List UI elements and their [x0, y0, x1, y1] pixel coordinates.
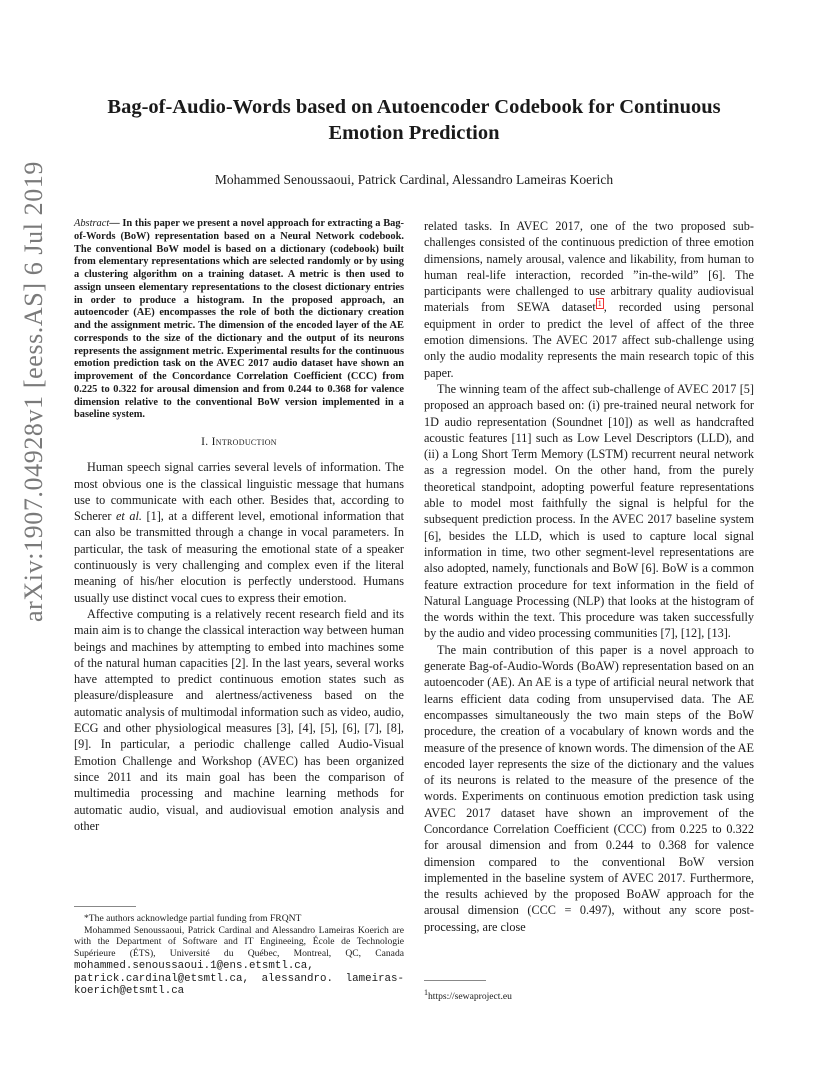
page-title	[60, 94, 768, 146]
funding-footnote: *The authors acknowledge partial funding from FRQNT	[84, 913, 302, 924]
section-number: I.	[201, 436, 209, 448]
affiliation-footnote	[74, 925, 404, 998]
intro-paragraph-1	[74, 459, 404, 606]
intro-paragraph-1-text-a: Human speech signal carries several levels of information. The most obvious one is the classical linguistic message that humans use to communicate with each other. Besides that, according to Scherer	[74, 460, 404, 524]
right-column	[424, 218, 754, 935]
footnote-rule	[74, 906, 136, 907]
author-emails: mohammed.senoussaoui.1@ens.etsmtl.ca, patrick.cardinal@etsmtl.ca, alessandro. lameiras-koerich@etsmtl.ca	[74, 959, 404, 998]
footnote-1-url[interactable]: https://sewaproject.eu	[428, 991, 512, 1003]
right-footnote-rule	[424, 980, 486, 981]
abstract-body: In this paper we present a novel approach for extracting a Bag-of-Words (BoW) representation based on a Neural Network codebook. The conventional BoW model is based on a dictionary (codebook) built from elementary representations which are selected randomly or by using a clustering algorithm on a training dataset. A metric is then used to assign unseen elementary representations to the closest dictionary entries in order to produce a histogram. In the proposed approach, an autoencoder (AE) encompasses the role of both the dictionary creation and the assignment metric. The dimension of the encoded layer of the AE corresponds to the size of the dictionary and the output of its neurons represents the assignment metric. Experimental results for the continuous emotion prediction task on the AVEC 2017 audio dataset have shown an improvement of the Concordance Correlation Coefficient (CCC) from 0.225 to 0.322 for arousal dimension and from 0.244 to 0.368 for valence dimension relative to the conventional BoW version implemented in a baseline system.	[74, 218, 404, 421]
right-paragraph-3: The main contribution of this paper is a novel approach to generate Bag-of-Audio-Words (BoAW) representation based on an autoencoder (AE). An AE is a type of artificial neural network that learns efficient data coding from unsupervised data. The AE encompasses simultaneously the two main steps of the BoW procedure, the creation of a vocabulary of known words and the measure of the presence of known words. The dimension of the AE encoded layer represents the size of the dictionary and the values of its neurons is related to the measure of the presence of the words. Experiments on continuous emotion prediction task using AVEC 2017 dataset have shown an improvement of the Concordance Correlation Coefficient (CCC) from 0.225 to 0.322 for arousal dimension and from 0.244 to 0.368 for valence dimension compared to the conventional BoW version implemented in the baseline system of AVEC 2017. Furthermore, the results achieved by the proposed BoAW approach for the arousal dimension (CCC = 0.497), without any score post-processing, are close	[424, 642, 754, 934]
abstract	[74, 218, 404, 422]
left-column	[74, 218, 404, 834]
abstract-dash: —	[109, 218, 120, 229]
abstract-label: Abstract	[74, 218, 110, 229]
footnote-block	[74, 906, 404, 998]
section-title: Introduction	[211, 436, 277, 448]
right-footnote	[424, 980, 754, 1003]
section-heading-introduction	[74, 434, 404, 450]
arxiv-identifier-stamp: arXiv:1907.04928v1 [eess.AS] 6 Jul 2019	[19, 160, 48, 622]
footnote-link-1[interactable]: 1	[597, 299, 602, 309]
author-list: Mohammed Senoussaoui, Patrick Cardinal, Alessandro Lameiras Koerich	[214, 172, 614, 187]
intro-paragraph-1-text-b: [1], at a different level, emotional information that can also be transmitted through a change in vocal parameters. In particular, the task of measuring the emotional state of a speaker continuously is very challenging and complex even if the literal meaning of his/her elocution is perfectly understood. Humans usually use distinct vocal cues to express their emotion.	[74, 509, 404, 605]
et-al-citation: et al.	[115, 509, 142, 524]
title-line-1: Bag-of-Audio-Words based on Autoencoder Codebook for Continuous	[107, 96, 721, 118]
affiliation-text: Mohammed Senoussaoui, Patrick Cardinal and Alessandro Lameiras Koerich are with the Department of Software and IT Engineeing, École de Technologie Supérieure (ÉTS), Université du Québec, Montreal, QC, Canada	[74, 924, 404, 960]
title-line-2: Emotion Prediction	[328, 122, 500, 144]
right-paragraph-1-text-b: , recorded using personal equipment in order to predict the level of affect of the three emotion dimensions. The AVEC 2017 affect sub-challenge using only the audio modality represents the main research topic of this paper.	[424, 300, 754, 380]
intro-paragraph-2: Affective computing is a relatively recent research field and its main aim is to change the classical interaction way between human beings and machines by attempting to embed into machines some of the natural human capacities [2]. In the last years, several works have attempted to predict continuous emotion states such as pleasure/displeasure and alertness/activeness based on the automatic analysis of multimodal information such as video, audio, ECG and other physiological measures [3], [4], [5], [6], [7], [8], [9]. In particular, a periodic challenge called Audio-Visual Emotion Challenge and Workshop (AVEC) has been organized since 2011 and its main goal has been the comparison of multimedia processing and machine learning methods for automatic audio, visual, and audiovisual emotion analysis and other	[74, 606, 405, 833]
right-paragraph-1	[424, 218, 754, 381]
right-paragraph-1-text-a: related tasks. In AVEC 2017, one of the two proposed sub-challenges consisted of the continuous prediction of three emotion dimensions, namely arousal, valence and likability, from human to human real-life interaction, recorded ”in-the-wild” [6]. The participants were challenged to use arbitrary quality audiovisual materials from SEWA dataset	[424, 219, 754, 315]
right-paragraph-2: The winning team of the affect sub-challenge of AVEC 2017 [5] proposed an approach based on: (i) pre-trained neural network for 1D audio representation (Soundnet [10]) as well as handcrafted acoustic features [11] such as Low Level Descriptors (LLD), and (ii) a Long Short Term Memory (LSTM) recurrent neural network as a regression model. On the other hand, from the purely theoretical standpoint, adopting powerful feature representations able to model most faithfully the signal is helpful for the subsequent prediction process. In the AVEC 2017 baseline system [6], besides the LLD, which is used to capture local signal information in time, two other segment-level representations are also adopted, namely, functionals and BoW [6]. BoW is a common feature extraction procedure for text information in the field of Natural Language Processing (NLP) that looks at the histogram of the words within the text. This procedure was taken successfully by the audio and video processing communities [7], [12], [13].	[424, 381, 754, 641]
footnote-1-marker: 1	[424, 988, 428, 997]
